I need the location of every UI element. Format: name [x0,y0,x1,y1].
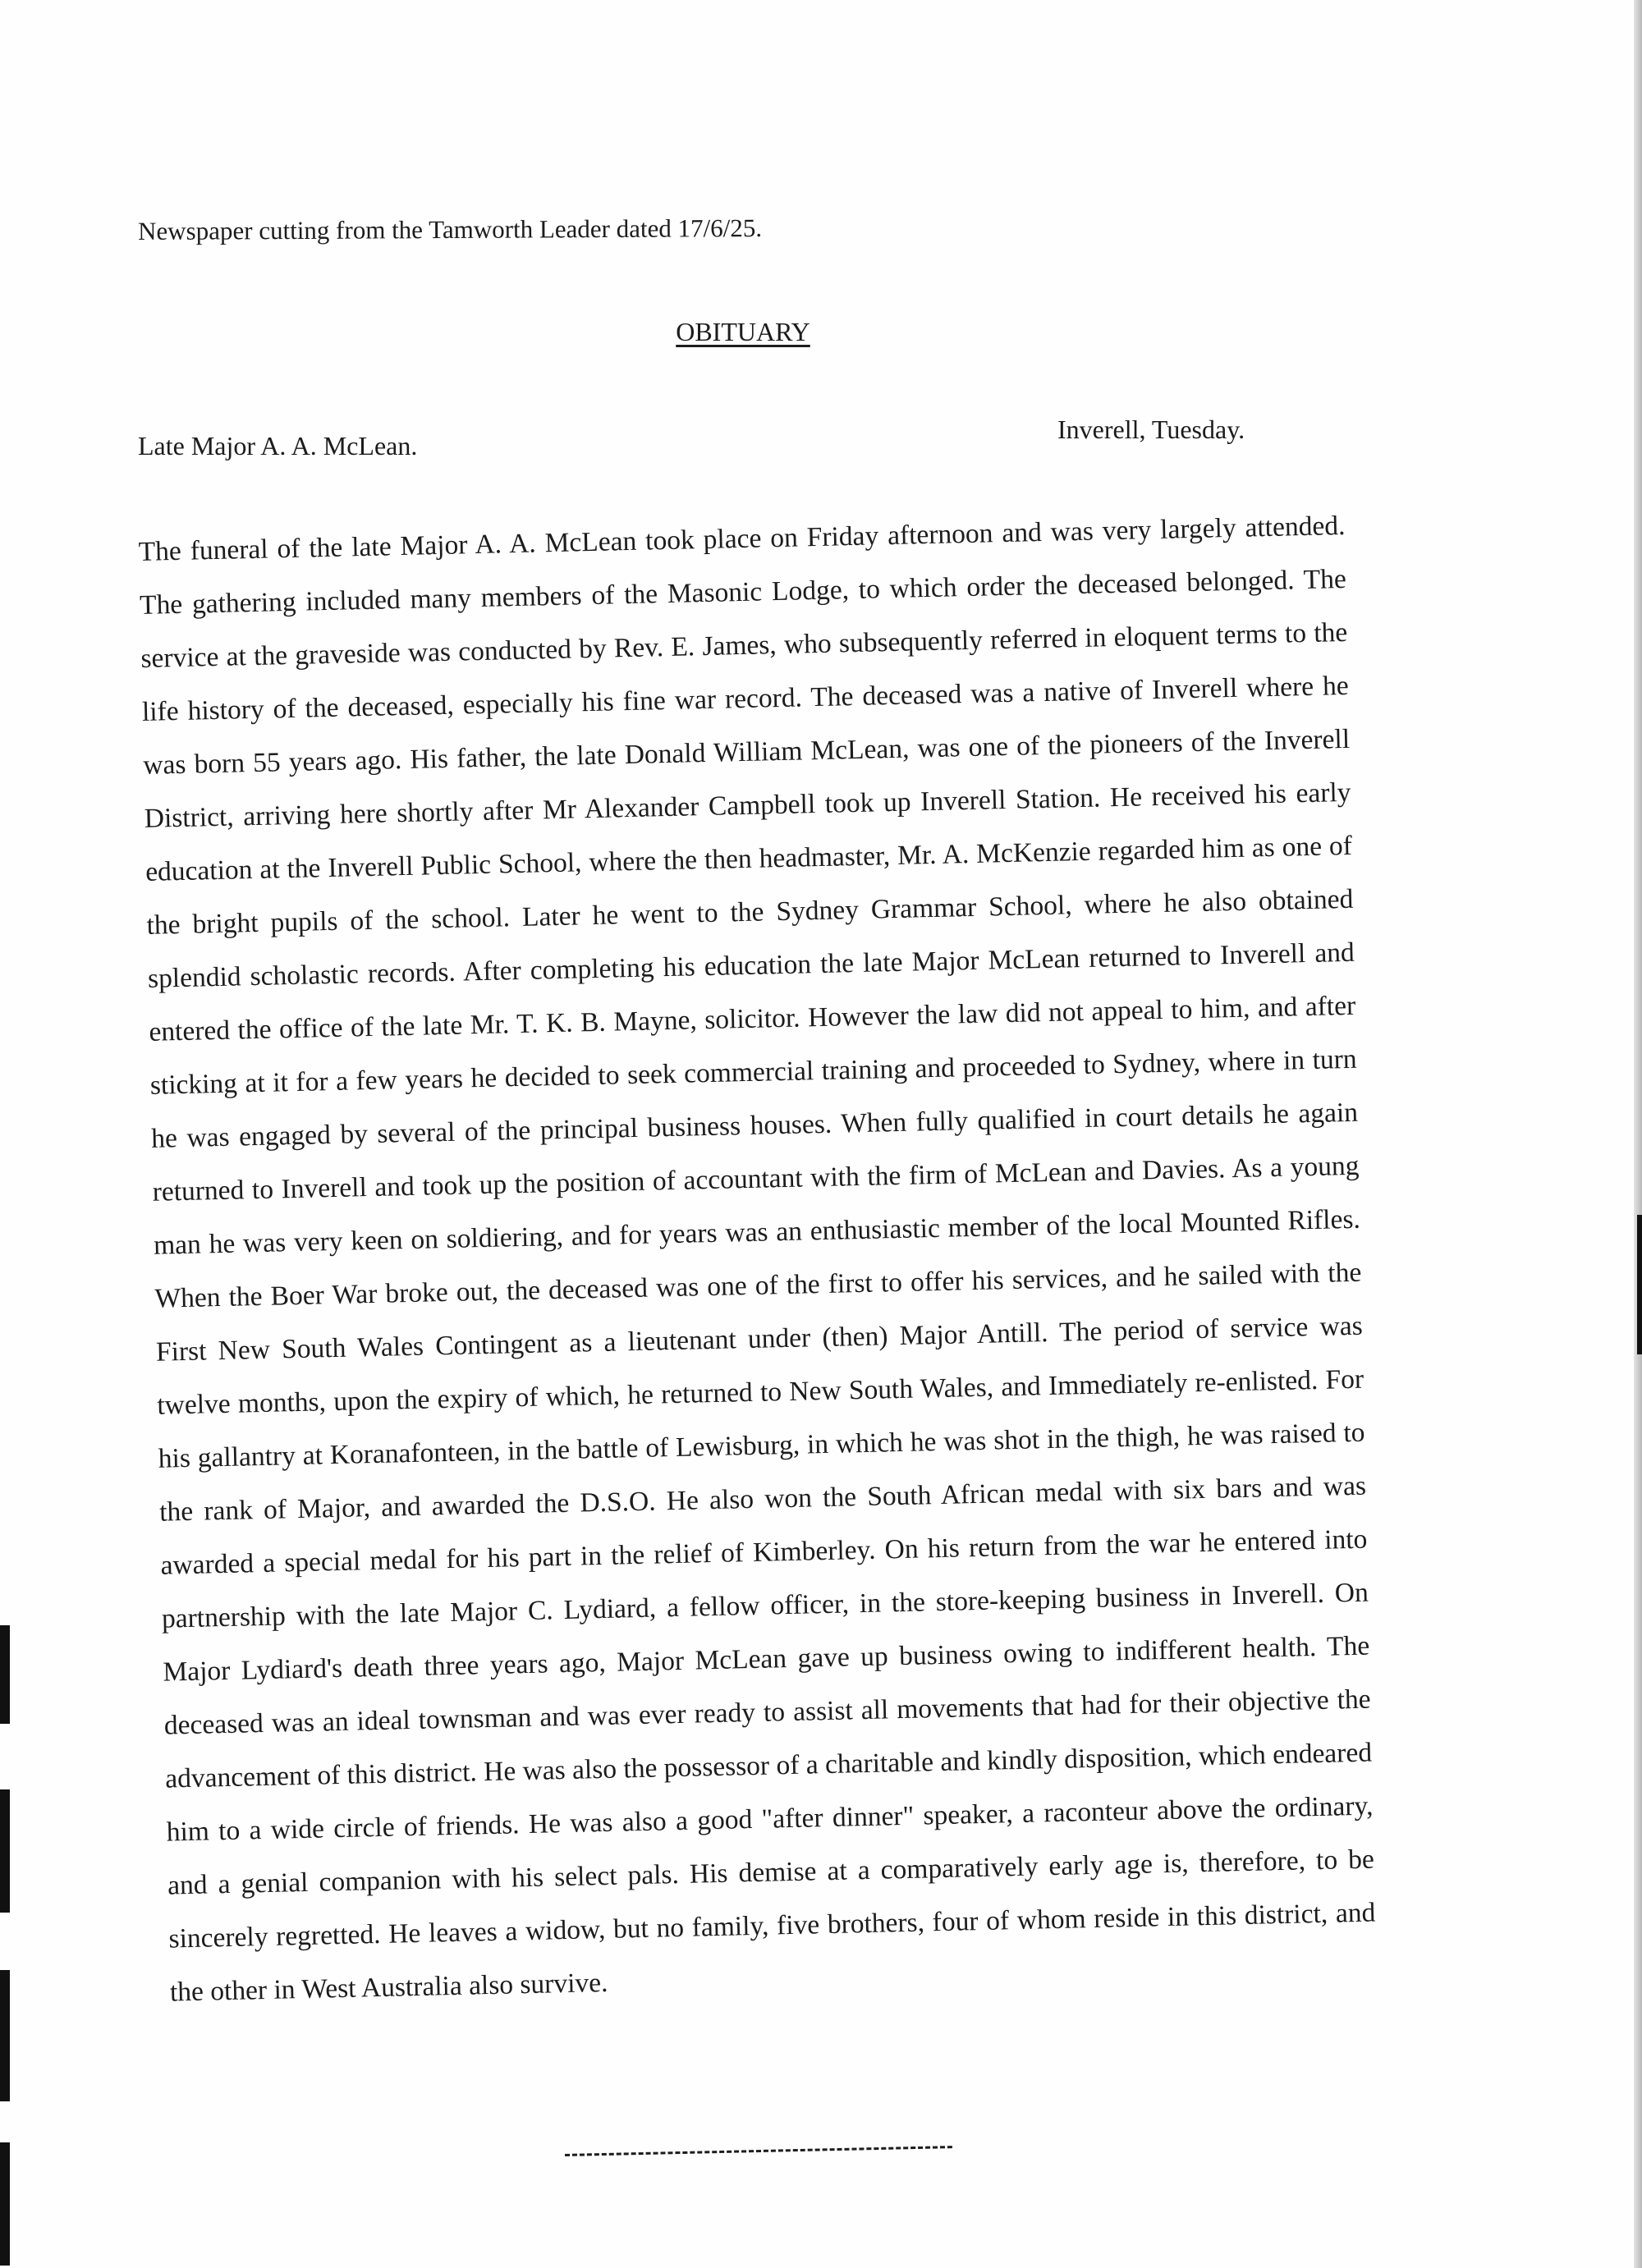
document-title: OBITUARY [676,317,810,346]
scan-binding-mark [0,1789,10,1913]
scan-binding-mark [0,1625,10,1724]
scan-binding-mark [0,2142,10,2266]
closing-divider [565,2146,952,2156]
scan-edge-shadow [1634,0,1642,2268]
scan-edge-mark [1637,1215,1642,1354]
obituary-subject: Late Major A. A. McLean. [138,431,418,460]
obituary-body: The funeral of the late Major A. A. McLean took place on Friday afternoon and was very largely attended. The gathering included many members of the Masonic Lodge, to which order the deceased belonged. The service at the graveside was conducted by Rev. E. James, who subsequently referred in eloquent terms to the life history of the deceased, especially his fine war record. The deceased was a native of Inverell where he was born 55 years ago. His father, the late Donald William McLean, was one of the pioneers of the Inverell District, arriving here shortly after Mr Alexander Campbell took up Inverell Station. He received his early education at the Inverell Public School, where the then headmaster, Mr. A. McKenzie regarded him as one of the bright pupils of the school. Later he went to the Sydney Grammar School, where he also obtained splendid scholastic records. After completing his education the late Major McLean returned to Inverell and entered the office of the late Mr. T. K. B. Mayne, solicitor. However the law did not appeal to him, and after sticking at it for a few years he decided to seek commercial training and proceeded to Sydney, where in turn he was engaged by several of the principal business houses. When fully qualified in court details he again returned to Inverell and took up the position of accountant with the firm of McLean and Davies. As a young man he was very keen on soldiering, and for years was an enthusiastic member of the local Mounted Rifles. When the Boer War broke out, the deceased was one of the first to offer his services, and he sailed with the First New South Wales Contingent as a lieutenant under (then) Major Antill. The period of service was twelve months, upon the expiry of which, he returned to New South Wales, and Immediately re-enlisted. For his gallantry at Koranafonteen, in the battle of Lewisburg, in which he was shot in the thigh, he was raised to the rank of Major, and awarded the D.S.O. He also won the South African medal with six bars and was awarded a special medal for his part in the relief of Kimberley. On his return from the war he entered into partnership with the late Major C. Lydiard, a fellow officer, in the store-keeping business in Inverell. On Major Lydiard's death three years ago, Major McLean gave up business owing to indifferent health. The deceased was an ideal townsman and was ever ready to assist all movements that had for their objective the advancement of this district. He was also the possessor of a charitable and kindly disposition, which endeared him to a wide circle of friends. He was also a good "after dinner" speaker, a raconteur above the ordinary, and a genial companion with his select pals. His demise at a comparatively early age is, therefore, to be sincerely regretted. He leaves a widow, but no family, five brothers, four of whom reside in this district, and the other in West Australia also survive. [138,510,1376,2008]
scan-binding-mark [0,1970,10,2101]
dateline: Inverell, Tuesday. [1057,415,1245,444]
source-note: Newspaper cutting from the Tamworth Leader dated 17/6/25. [138,213,763,245]
